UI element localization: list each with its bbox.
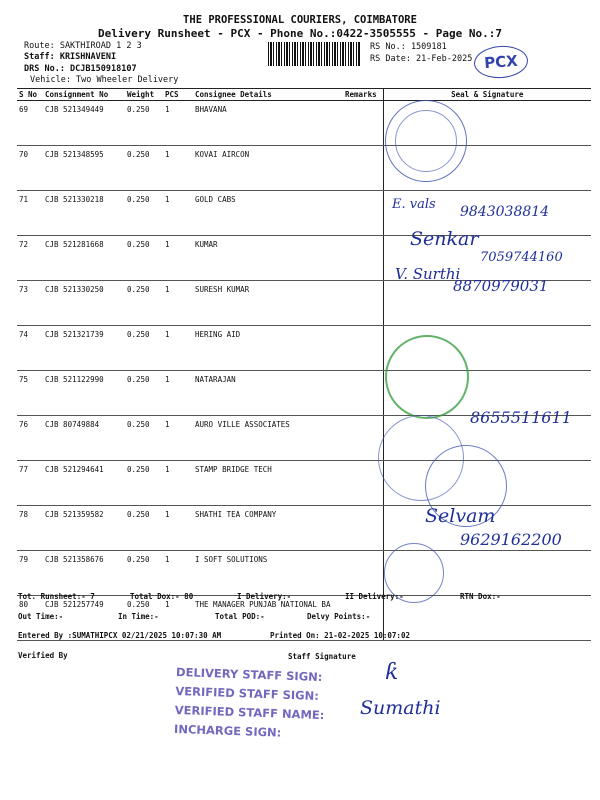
row-consignee: HERING AID (193, 326, 343, 371)
row-remarks (343, 371, 383, 416)
row-consignee: THE MANAGER PUNJAB NATIONAL BA (193, 596, 343, 641)
row-consignment: CJB 521348595 (43, 146, 125, 191)
row-consignment: CJB 521321739 (43, 326, 125, 371)
row-consignment: CJB 521294641 (43, 461, 125, 506)
row-pcs: 1 (163, 371, 193, 416)
row-remarks (343, 101, 383, 146)
row-pcs: 1 (163, 596, 193, 641)
handwritten-phone-3: 8870979031 (453, 277, 549, 295)
row-pcs: 1 (163, 191, 193, 236)
row-sno: 71 (17, 191, 43, 236)
row-weight: 0.250 (125, 371, 163, 416)
drs-number: DRS No.: DCJB150918107 (24, 64, 137, 74)
handwritten-name-3: V. Surthi (395, 265, 461, 283)
row-consignment: CJB 521257749 (43, 596, 125, 641)
row-weight: 0.250 (125, 191, 163, 236)
row-consignment: CJB 521281668 (43, 236, 125, 281)
table-row (17, 326, 591, 371)
delvy-points: Delvy Points:- (307, 612, 371, 621)
row-sno: 69 (17, 101, 43, 146)
green-seal-stamp (385, 335, 469, 419)
table-row (17, 101, 591, 146)
stamp-line-verified-sign: VERIFIED STAFF SIGN: (175, 683, 320, 703)
row-pcs: 1 (163, 416, 193, 461)
stamp-line-verified-name: VERIFIED STAFF NAME: (174, 702, 325, 723)
row-pcs: 1 (163, 101, 193, 146)
row-pcs: 1 (163, 461, 193, 506)
staff-label: Staff: KRISHNAVENI (24, 52, 117, 62)
col-remarks: Remarks (343, 89, 383, 101)
row-pcs: 1 (163, 326, 193, 371)
row-sno: 73 (17, 281, 43, 326)
row-remarks (343, 236, 383, 281)
staff-signature-label: Staff Signature (288, 652, 356, 661)
ii-delivery: II Delivery:- (345, 592, 404, 601)
table-header-row (17, 89, 591, 101)
row-weight: 0.250 (125, 281, 163, 326)
out-time: Out Time:- (18, 612, 64, 621)
row-weight: 0.250 (125, 326, 163, 371)
table-row (17, 551, 591, 596)
row-pcs: 1 (163, 146, 193, 191)
row-remarks (343, 551, 383, 596)
row-remarks (343, 416, 383, 461)
row-pcs: 1 (163, 281, 193, 326)
entered-by: Entered By :SUMATHIPCX 02/21/2025 10:07:30 AM (18, 631, 222, 640)
row-weight: 0.250 (125, 506, 163, 551)
row-pcs: 1 (163, 236, 193, 281)
rtn-dox: RTN Dox:- (460, 592, 501, 601)
row-remarks (343, 506, 383, 551)
table-row (17, 146, 591, 191)
row-consignment: CJB 521359582 (43, 506, 125, 551)
row-weight: 0.250 (125, 236, 163, 281)
row-consignment: CJB 521122990 (43, 371, 125, 416)
col-weight: Weight (125, 89, 163, 101)
row-consignee: STAMP BRIDGE TECH (193, 461, 343, 506)
handwritten-phone-2: 7059744160 (480, 250, 563, 265)
rs-date: RS Date: 21-Feb-2025 (370, 54, 473, 64)
pcx-stamp: PCX (473, 44, 529, 80)
route-label: Route: SAKTHIROAD 1 2 3 (24, 41, 142, 51)
row-pcs: 1 (163, 506, 193, 551)
vehicle-label: Vehicle: Two Wheeler Delivery (30, 75, 179, 85)
row-remarks (343, 146, 383, 191)
row-consignee: KUMAR (193, 236, 343, 281)
row-weight: 0.250 (125, 101, 163, 146)
handwritten-staff-name: Sumathi (360, 697, 441, 719)
row-consignee: I SOFT SOLUTIONS (193, 551, 343, 596)
row-consignment: CJB 521358676 (43, 551, 125, 596)
stamp-line-delivery: DELIVERY STAFF SIGN: (175, 664, 323, 685)
row-consignment: CJB 521330218 (43, 191, 125, 236)
row-sno: 72 (17, 236, 43, 281)
row-sno: 75 (17, 371, 43, 416)
handwritten-phone-5: 9629162200 (460, 530, 562, 549)
handwritten-name-2: Senkar (410, 228, 479, 250)
row-weight: 0.250 (125, 596, 163, 641)
runsheet-table (17, 88, 591, 641)
row-remarks (343, 326, 383, 371)
col-sno: S No (17, 89, 43, 101)
col-consignment: Consignment No (43, 89, 125, 101)
row-consignee: KOVAI AIRCON (193, 146, 343, 191)
in-time: In Time:- (118, 612, 159, 621)
row-consignee: SURESH KUMAR (193, 281, 343, 326)
seal-stamp-1-inner (395, 110, 457, 172)
row-consignee: GOLD CABS (193, 191, 343, 236)
row-sno: 76 (17, 416, 43, 461)
row-weight: 0.250 (125, 146, 163, 191)
tot-runsheet: Tot. Runsheet:- 7 (18, 592, 95, 601)
row-sno: 77 (17, 461, 43, 506)
row-weight: 0.250 (125, 461, 163, 506)
handwritten-phone-4: 8655511611 (470, 408, 572, 427)
row-sno: 78 (17, 506, 43, 551)
row-consignment: CJB 521330250 (43, 281, 125, 326)
row-sno: 70 (17, 146, 43, 191)
staff-initial-signature: ƙ (385, 660, 399, 685)
company-title: THE PROFESSIONAL COURIERS, COIMBATORE (183, 14, 417, 26)
col-consignee: Consignee Details (193, 89, 343, 101)
verification-stamp-block (174, 663, 352, 745)
runsheet-title: Delivery Runsheet - PCX - Phone No.:0422-3505555 - Page No.:7 (98, 27, 502, 40)
barcode (268, 42, 361, 66)
handwritten-name-1: E. vals (392, 197, 436, 212)
row-consignment: CJB 80749884 (43, 416, 125, 461)
row-consignee: SHATHI TEA COMPANY (193, 506, 343, 551)
handwritten-phone-1: 9843038814 (460, 204, 550, 220)
row-consignee: BHAVANA (193, 101, 343, 146)
col-pcs: PCS (163, 89, 193, 101)
total-pod: Total POD:- (215, 612, 265, 621)
row-weight: 0.250 (125, 551, 163, 596)
row-consignee: NATARAJAN (193, 371, 343, 416)
total-dox: Total Dox:- 80 (130, 592, 194, 601)
row-consignee: AURO VILLE ASSOCIATES (193, 416, 343, 461)
row-weight: 0.250 (125, 416, 163, 461)
col-signature: Seal & Signature (383, 89, 591, 101)
row-consignment: CJB 521349449 (43, 101, 125, 146)
row-sno: 74 (17, 326, 43, 371)
i-delivery: I Delivery:- (237, 592, 292, 601)
verified-by: Verified By (18, 651, 68, 660)
row-remarks (343, 191, 383, 236)
row-remarks (343, 461, 383, 506)
row-remarks (343, 281, 383, 326)
rs-number: RS No.: 1509181 (370, 42, 447, 52)
printed-on: Printed On: 21-02-2025 10:07:02 (270, 631, 410, 640)
row-sno: 79 (17, 551, 43, 596)
handwritten-name-4: Selvam (425, 505, 496, 527)
row-sno: 80 (17, 596, 43, 641)
stamp-line-incharge: INCHARGE SIGN: (173, 721, 282, 740)
row-pcs: 1 (163, 551, 193, 596)
